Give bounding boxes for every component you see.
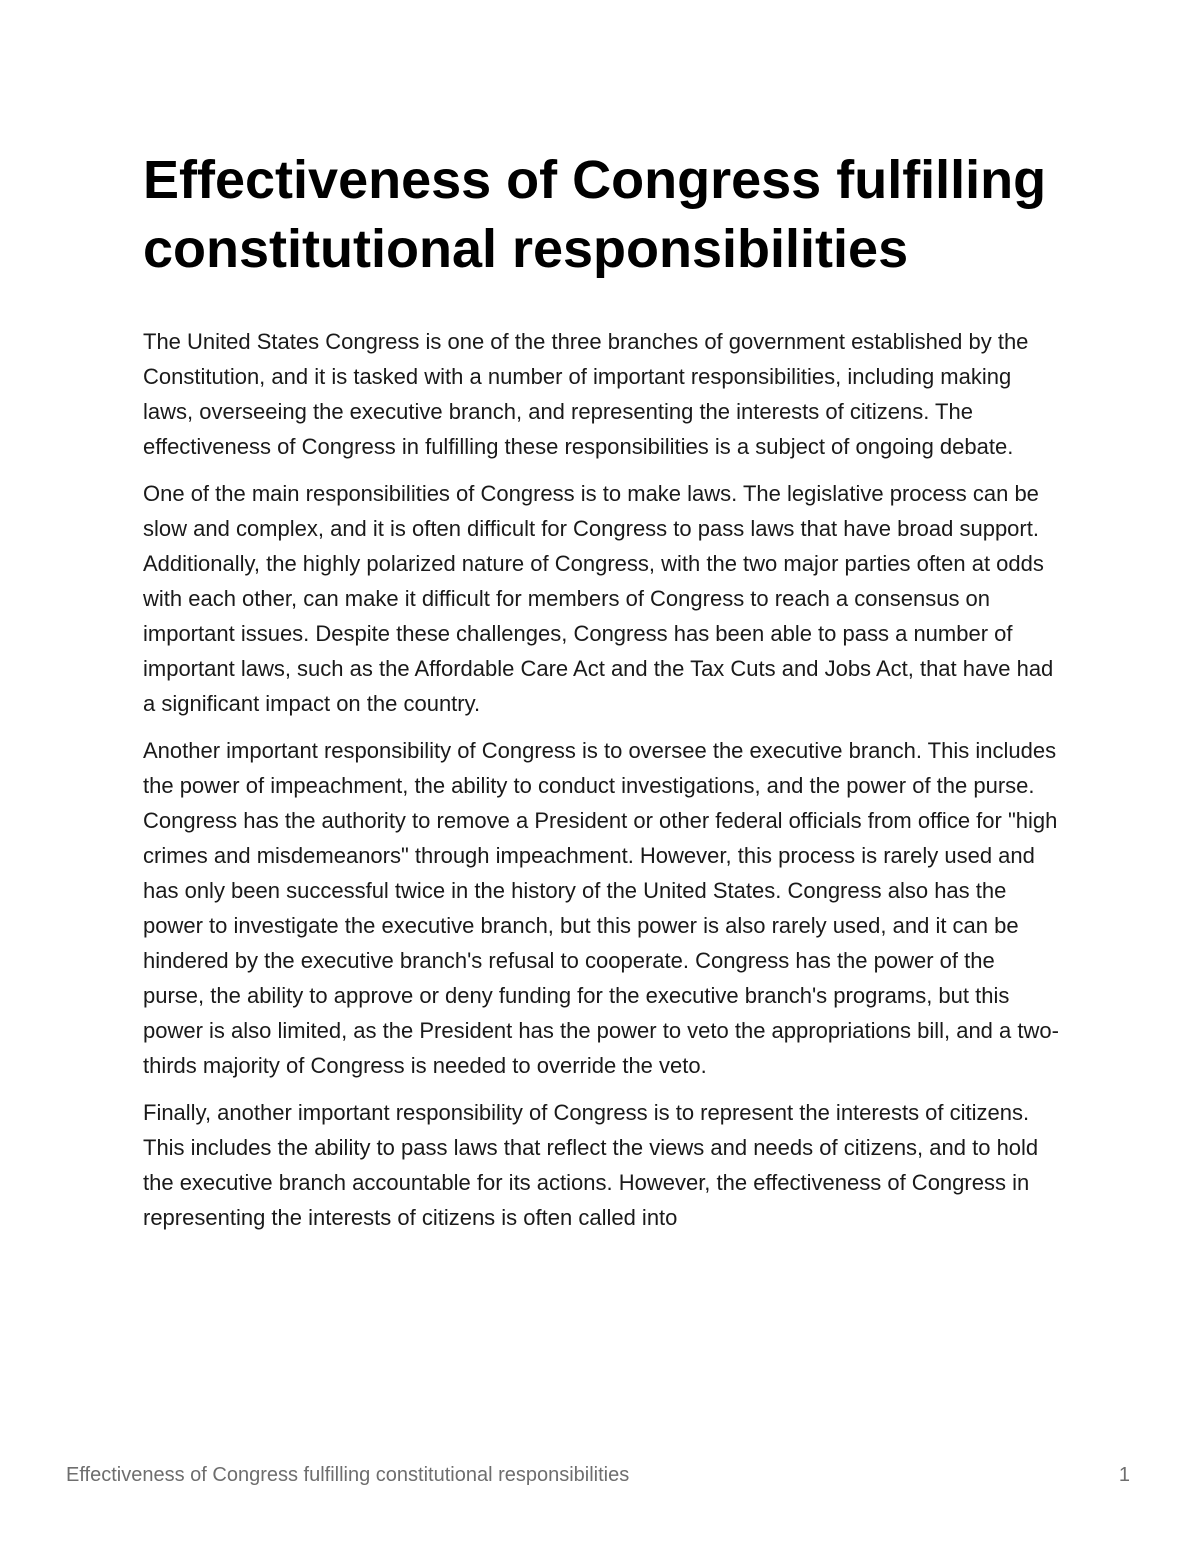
page-number: 1: [1118, 1464, 1130, 1486]
paragraph-oversight: Another important responsibility of Congress is to oversee the executive branch. This includes the power of impeachment, the ability to conduct investigations, and the power of the purse. Congress has the authority to remove a President or other federal officials from office for "high crimes and misdemeanors" through impeachment. However, this process is rarely used and has only been successful twice in the history of the United States. Congress also has the power to investigate the executive branch, but this power is also rarely used, and it can be hindered by the executive branch's refusal to cooperate. Congress has the power of the purse, the ability to approve or deny funding for the executive branch's programs, but this power is also limited, as the President has the power to veto the appropriations bill, and a two-thirds majority of Congress is needed to override the veto.: [143, 738, 1059, 1078]
paragraph-representation: Finally, another important responsibility of Congress is to represent the interests of citizens. This includes the ability to pass laws that reflect the views and needs of citizens, and to hold the executive branch accountable for its actions. However, the effectiveness of Congress in representing the interests of citizens is often called into: [143, 1100, 1039, 1230]
document-title: Effectiveness of Congress fulfilling constitutional responsibilities: [143, 150, 1047, 279]
paragraph-intro: The United States Congress is one of the three branches of government established by the Constitution, and it is tasked with a number of important responsibilities, including making laws, overseeing the executive branch, and representing the interests of citizens. The effectiveness of Congress in fulfilling these responsibilities is a subject of ongoing debate.: [143, 329, 1029, 459]
page-footer: [66, 1464, 1130, 1494]
paragraph-making-laws: One of the main responsibilities of Congress is to make laws. The legislative process can be slow and complex, and it is often difficult for Congress to pass laws that have broad support. Additionally, the highly polarized nature of Congress, with the two major parties often at odds with each other, can make it difficult for members of Congress to reach a consensus on important issues. Despite these challenges, Congress has been able to pass a number of important laws, such as the Affordable Care Act and the Tax Cuts and Jobs Act, that have had a significant impact on the country.: [143, 481, 1054, 716]
footer-title: Effectiveness of Congress fulfilling constitutional responsibilities: [66, 1464, 630, 1486]
document-body: [143, 146, 1059, 1247]
